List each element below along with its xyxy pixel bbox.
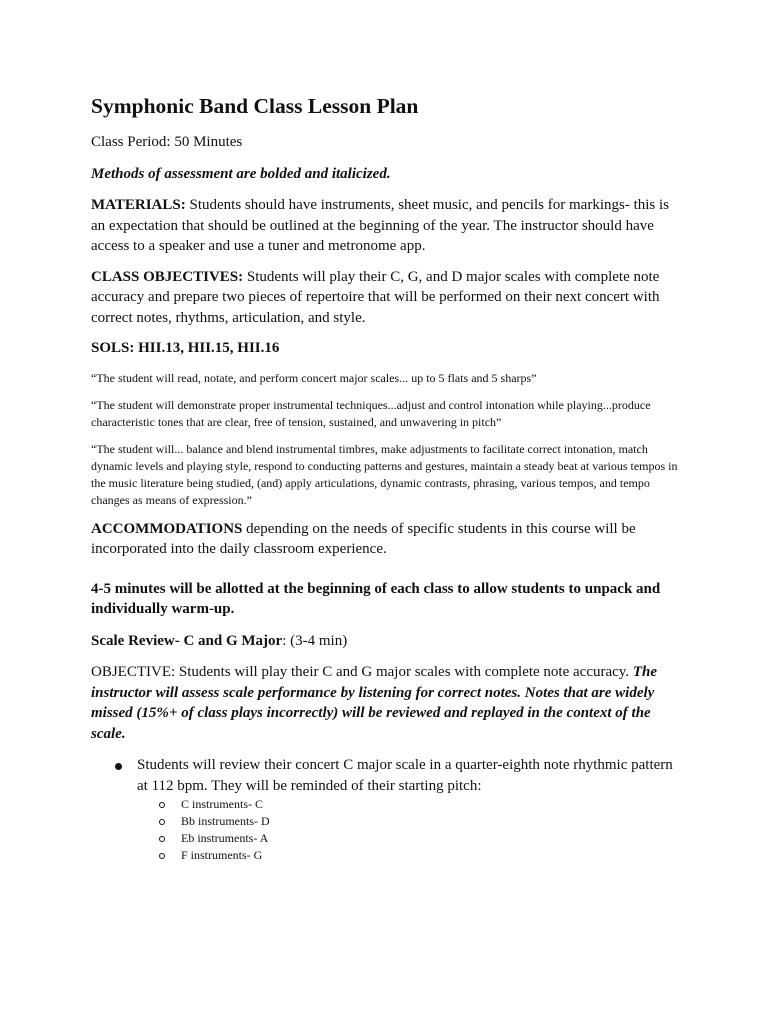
hollow-bullet-icon [159,853,165,859]
scale-review-label: Scale Review- C and G Major [91,632,283,649]
sols-heading [91,338,680,359]
sub-item-text: C instruments- C [181,797,264,811]
scale-review-duration: : (3-4 min) [282,632,348,649]
assessment-note: Methods of assessment are bolded and italicized. [91,165,391,182]
sub-item-text: F instruments- G [181,848,263,862]
accommodations-text: depending on the needs of specific students in this course will be incorporated into the daily classroom experience. [91,520,636,557]
hollow-bullet-icon [159,836,165,842]
sol-quote-3: “The student will... balance and blend instrumental timbres, make adjustments to facilitate correct intonation, match dynamic levels and playing style, respond to conducting patterns and gestures, maintain a steady beat at various tempos in the music literature being studied, (and) apply articulations, dynamic contrasts, phrasing, various tempos, and tempo changes as means of expression.” [91,441,678,507]
materials-label: MATERIALS: [91,197,186,213]
sol-quote-1: “The student will read, notate, and perform concert major scales... up to 5 flats and 5 sharps” [91,370,537,385]
accommodations-label: ACCOMMODATIONS [91,520,243,537]
starting-pitch-list [91,796,680,864]
scale-objective-paragraph [91,662,680,744]
page-title: Symphonic Band Class Lesson Plan [91,94,419,118]
scale-objective-text: OBJECTIVE: Students will play their C and G major scales with complete note accuracy. [91,664,633,680]
list-item [91,830,680,847]
list-item [91,755,680,796]
scale-review-heading [91,631,680,652]
scale-assessment-text: The instructor will assess scale performance by listening for correct notes. Notes that are widely missed (15%+ of class plays incorrectly) will be reviewed and replayed in the context of the scale. [91,664,657,742]
objectives-paragraph [91,267,680,329]
materials-paragraph [91,195,680,257]
bullet-icon [115,763,122,770]
accommodations-paragraph [91,519,680,560]
class-period: Class Period: 50 Minutes [91,134,243,150]
warmup-text: 4-5 minutes will be allotted at the beginning of each class to allow students to unpack and individually warm-up. [91,580,661,617]
sols-heading-text: SOLS: HII.13, HII.15, HII.16 [91,340,280,356]
list-item [91,813,680,830]
hollow-bullet-icon [159,802,165,808]
list-item [91,847,680,864]
list-item [91,796,680,813]
sol-quote-2: “The student will demonstrate proper instrumental techniques...adjust and control intonation while playing...produce characteristic tones that are clear, free of tension, sustained, and unwavering in pitch” [91,397,651,429]
sub-item-text: Eb instruments- A [181,831,269,845]
hollow-bullet-icon [159,819,165,825]
bullet-list [91,755,680,796]
bullet-text: Students will review their concert C major scale in a quarter-eighth note rhythmic pattern at 112 bpm. They will be reminded of their starting pitch: [137,757,673,794]
objectives-text: Students will play their C, G, and D major scales with complete note accuracy and prepare two pieces of repertoire that will be performed on their next concert with correct notes, rhythms, articulation, and style. [91,268,660,326]
objectives-label: CLASS OBJECTIVES: [91,268,244,285]
warmup-paragraph [91,579,680,620]
sub-item-text: Bb instruments- D [181,814,270,828]
materials-text: Students should have instruments, sheet music, and pencils for markings- this is an expectation that should be outlined at the beginning of the year. The instructor should have access to a speaker and use a tuner and metronome app. [91,197,670,254]
